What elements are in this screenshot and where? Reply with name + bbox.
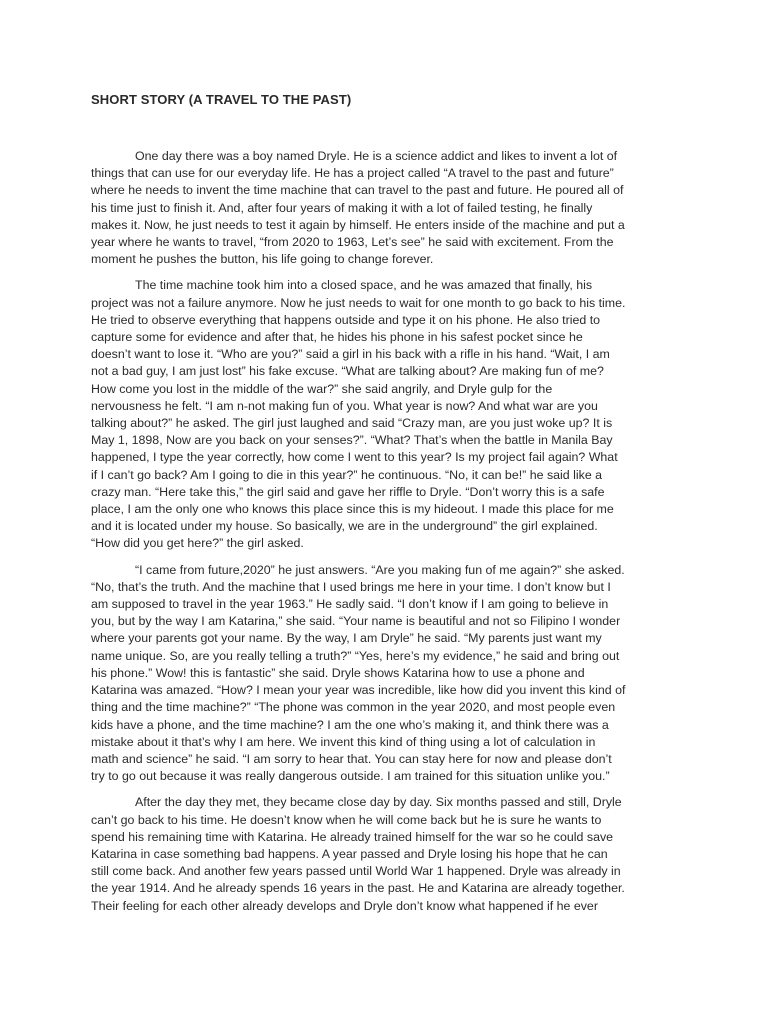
text-line <box>91 484 688 501</box>
text-line <box>91 768 688 785</box>
text-line <box>91 200 688 217</box>
text-line <box>91 846 688 863</box>
line-text: “How did you get here?” the girl asked. <box>91 536 304 551</box>
text-line <box>91 398 688 415</box>
line-text: you, but by the way I am Katarina,” she said. “Your name is beautiful and not so Filipino I wonder <box>91 614 621 629</box>
text-line <box>91 449 688 466</box>
paragraph <box>91 148 688 268</box>
line-text: where he needs to invent the time machine that can travel to the past and future. He poured all of <box>91 183 624 198</box>
text-line <box>91 734 688 751</box>
text-line <box>91 518 688 535</box>
line-text: try to go out because it was really dangerous outside. I am trained for this situation unlike you.” <box>91 769 610 784</box>
text-line <box>91 312 688 329</box>
line-text: makes it. Now, he just needs to test it again by himself. He enters inside of the machine and put a <box>91 217 625 232</box>
text-line <box>91 751 688 768</box>
line-text: capture some for evidence and after that, he hides his phone in his safest pocket since he <box>91 330 583 345</box>
line-text: He tried to observe everything that happens outside and type it on his phone. He also tried to <box>91 312 601 327</box>
paragraph <box>91 277 688 552</box>
line-text: talking about?” he asked. The girl just laughed and said “Crazy man, are you just woke up? It is <box>91 416 613 431</box>
line-text: the year 1914. And he already spends 16 years in the past. He and Katarina are already together. <box>91 881 625 896</box>
line-text: still come back. And another few years passed until World War 1 happened. Dryle was already in <box>91 864 621 879</box>
line-text: After the day they met, they became close day by day. Six months passed and still, Dryle <box>135 795 622 810</box>
text-line <box>91 234 688 251</box>
line-text: “I came from future,2020” he just answers. “Are you making fun of me again?” she asked. <box>135 562 625 577</box>
line-text: where your parents got your name. By the way, I am Dryle” he said. “My parents just want my <box>91 631 602 646</box>
text-line <box>91 665 688 682</box>
text-line <box>91 277 688 294</box>
text-line <box>91 182 688 199</box>
line-text: moment he pushes the button, his life going to change forever. <box>91 252 434 267</box>
text-line <box>91 415 688 432</box>
story-body <box>91 148 688 924</box>
text-line <box>91 898 688 915</box>
text-line <box>91 630 688 647</box>
text-line <box>91 467 688 484</box>
text-line <box>91 251 688 268</box>
line-text: his time just to finish it. And, after four years of making it with a lot of failed testing, he finally <box>91 200 593 215</box>
text-line <box>91 717 688 734</box>
line-text: if I can’t go back? Am I going to die in this year?” he continuous. “No, it can be!” he said like a <box>91 467 603 482</box>
line-text: mistake about it that’s why I am here. We invent this kind of thing using a lot of calculation in <box>91 734 596 749</box>
text-line <box>91 363 688 380</box>
line-text: project was not a failure anymore. Now he just needs to wait for one month to go back to his time. <box>91 295 626 310</box>
text-line <box>91 295 688 312</box>
text-line <box>91 812 688 829</box>
text-line <box>91 501 688 518</box>
line-text: spend his remaining time with Katarina. He already trained himself for the war so he could save <box>91 829 614 844</box>
text-line <box>91 699 688 716</box>
text-line <box>91 579 688 596</box>
line-text: One day there was a boy named Dryle. He is a science addict and likes to invent a lot of <box>135 149 618 163</box>
text-line <box>91 863 688 880</box>
text-line <box>91 329 688 346</box>
line-text: Their feeling for each other already develops and Dryle don’t know what happened if he ever <box>91 898 598 913</box>
line-text: Katarina in case something bad happens. A year passed and Dryle losing his hope that he can <box>91 846 608 861</box>
line-text: and it is located under my house. So basically, we are in the underground” the girl explained. <box>91 519 598 534</box>
line-text: doesn’t want to lose it. “Who are you?” said a girl in his back with a rifle in his hand. “Wait, I am <box>91 347 610 362</box>
line-text: year where he wants to travel, “from 2020 to 1963, Let’s see” he said with excitement. From the <box>91 235 614 250</box>
text-line <box>91 346 688 363</box>
line-text: am supposed to travel in the year 1963.” He sadly said. “I don’t know if I am going to believe in <box>91 597 609 612</box>
text-line <box>91 794 688 811</box>
text-line <box>91 165 688 182</box>
text-line <box>91 381 688 398</box>
paragraph <box>91 562 688 786</box>
line-text: thing and the time machine?” “The phone was common in the year 2020, and most people even <box>91 700 616 715</box>
line-text: not a bad guy, I am just lost” his fake excuse. “What are talking about? Are making fun of me? <box>91 364 604 379</box>
document-title: SHORT STORY (A TRAVEL TO THE PAST) <box>91 92 352 107</box>
line-text: math and science” he said. “I am sorry to hear that. You can stay here for now and please don’t <box>91 751 612 766</box>
text-line <box>91 432 688 449</box>
line-text: May 1, 1898, Now are you back on your senses?”. “What? That’s when the battle in Manila Bay <box>91 433 613 448</box>
text-line <box>91 648 688 665</box>
text-line <box>91 829 688 846</box>
line-text: Katarina was amazed. “How? I mean your year was incredible, like how did you invent this kind of <box>91 683 626 698</box>
line-text: nervousness he felt. “I am n-not making fun of you. What year is now? And what war are you <box>91 398 598 413</box>
text-line <box>91 880 688 897</box>
paragraph <box>91 794 688 914</box>
text-line <box>91 596 688 613</box>
text-line <box>91 217 688 234</box>
line-text: kids have a phone, and the time machine? I am the one who’s making it, and think there was a <box>91 717 609 732</box>
line-text: his phone.” Wow! this is fantastic” she said. Dryle shows Katarina how to use a phone and <box>91 665 585 680</box>
line-text: The time machine took him into a closed space, and he was amazed that finally, his <box>135 278 593 293</box>
text-line <box>91 682 688 699</box>
line-text: place, I am the only one who knows this place since this is my hideout. I made this place for me <box>91 502 614 517</box>
line-text: “No, that’s the truth. And the machine that I used brings me here in your time. I don’t know but I <box>91 579 611 594</box>
line-text: crazy man. “Here take this,” the girl said and gave her riffle to Dryle. “Don’t worry this is a safe <box>91 484 605 499</box>
line-text: name unique. So, are you really telling a truth?” “Yes, here’s my evidence,” he said and bring out <box>91 648 620 663</box>
line-text: happened, I type the year correctly, how come I went to this year? Is my project fail again? What <box>91 450 618 465</box>
text-line <box>91 148 688 165</box>
line-text: can’t go back to his time. He doesn’t know when he will come back but he is sure he wants to <box>91 812 602 827</box>
text-line <box>91 562 688 579</box>
text-line <box>91 535 688 552</box>
text-line <box>91 613 688 630</box>
line-text: things that can use for our everyday life. He has a project called “A travel to the past and future” <box>91 166 614 181</box>
line-text: How come you lost in the middle of the war?” she said angrily, and Dryle gulp for the <box>91 381 553 396</box>
